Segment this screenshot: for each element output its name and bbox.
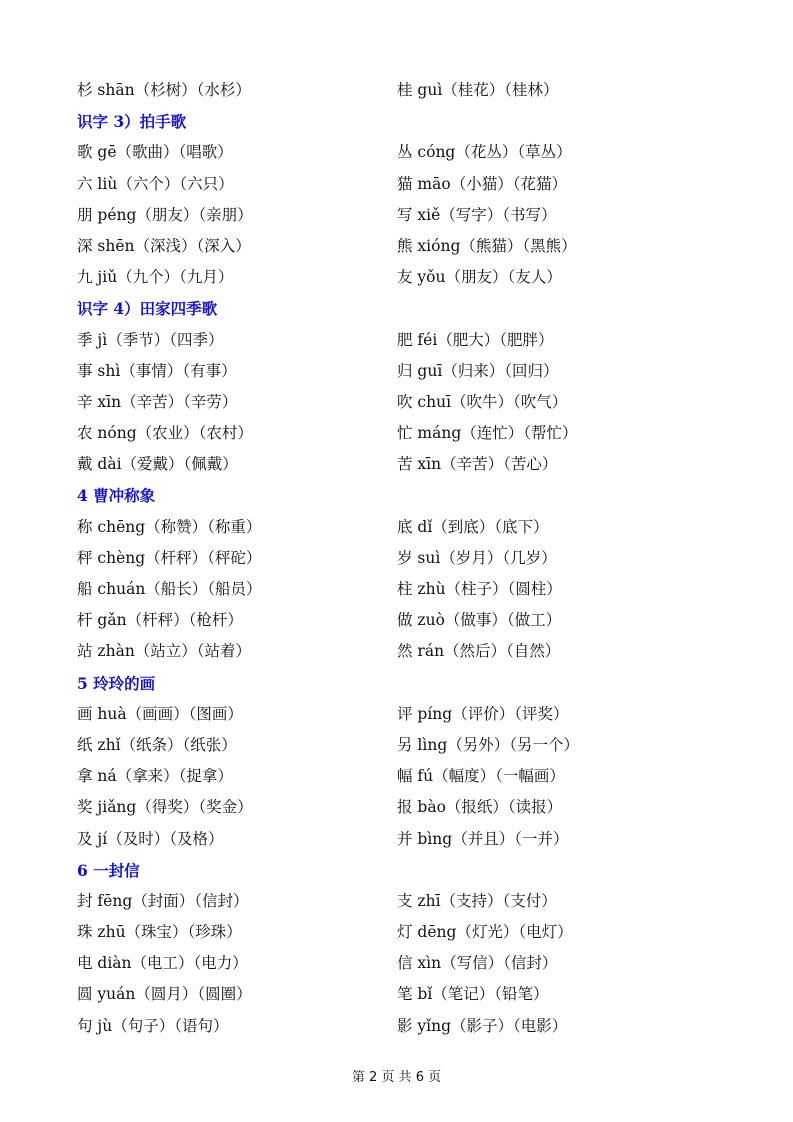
vocab-row (77, 699, 637, 730)
vocab-entry-left: 深 shēn（深浅）（深入） (77, 236, 251, 255)
vocab-entry-right: 然 rán（然后）（自然） (397, 642, 561, 661)
vocab-row (77, 917, 637, 948)
vocab-entry-left: 季 jì（季节）（四季） (77, 330, 224, 349)
vocab-entry-right: 肥 féi（肥大）（肥胖） (397, 330, 554, 349)
vocab-entry-right: 幅 fú（幅度）（一幅画） (397, 767, 565, 786)
vocab-entry-right: 信 xìn（写信）（信封） (397, 954, 558, 973)
vocab-entry-left: 杆 gǎn（杆秤）（枪杆） (77, 611, 243, 630)
vocab-entry-right: 笔 bǐ（笔记）（铅笔） (397, 985, 549, 1004)
vocab-row (77, 231, 637, 262)
vocab-entry-left: 站 zhàn（站立）（站着） (77, 642, 252, 661)
vocab-entry-left: 辛 xīn（辛苦）（辛劳） (77, 392, 238, 411)
document-body (77, 75, 637, 1042)
vocab-row (77, 356, 637, 387)
vocab-entry-left: 封 fēng（封面）（信封） (77, 891, 249, 910)
vocab-row (77, 886, 637, 917)
vocab-entry-right: 评 píng（评价）（评奖） (397, 704, 569, 723)
vocab-entry-right: 丛 cóng（花丛）（草丛） (397, 143, 572, 162)
vocab-row (77, 262, 637, 293)
vocab-entry-left: 拿 ná（拿来）（捉拿） (77, 767, 233, 786)
vocab-entry-right: 归 guī（归来）（回归） (397, 361, 559, 380)
vocab-entry-left: 朋 péng（朋友）（亲朋） (77, 205, 253, 224)
vocab-entry-left: 圆 yuán（圆月）（圆圈） (77, 985, 252, 1004)
vocab-entry-right: 影 yǐng（影子）（电影） (397, 1016, 568, 1035)
vocab-row (77, 418, 637, 449)
vocab-row (77, 792, 637, 823)
section-heading: 识字 3）拍手歌 (77, 112, 187, 132)
vocab-entry-left: 电 diàn（电工）（电力） (77, 954, 248, 973)
section-heading: 4 曹冲称象 (77, 486, 156, 506)
section-heading: 5 玲玲的画 (77, 673, 156, 693)
vocab-entry-left: 珠 zhū（珠宝）（珍珠） (77, 923, 242, 942)
vocab-entry-left: 及 jí（及时）（及格） (77, 829, 224, 848)
vocab-entry-right: 柱 zhù（柱子）（圆柱） (397, 580, 562, 598)
vocab-entry-left: 秤 chèng（杆秤）（秤砣） (77, 548, 262, 567)
vocab-entry-right: 并 bìng（并且）（一并） (397, 829, 569, 848)
vocab-entry-right: 熊 xióng（熊猫）（黑熊） (397, 236, 577, 255)
vocab-row (77, 512, 637, 543)
vocab-row (77, 1011, 637, 1042)
vocab-entry-left: 纸 zhǐ（纸条）（纸张） (77, 735, 237, 754)
vocab-row (77, 137, 637, 168)
vocab-row (77, 325, 637, 356)
vocab-entry-left: 九 jiǔ（九个）（九月） (77, 268, 234, 287)
vocab-entry-left: 戴 dài（爱戴）（佩戴） (77, 455, 238, 474)
vocab-entry-left: 称 chēng（称赞）（称重） (77, 517, 262, 536)
vocab-row (77, 169, 637, 200)
vocab-entry-right: 吹 chuī（吹牛）（吹气） (397, 392, 568, 411)
vocab-entry-left: 农 nóng（农业）（农村） (77, 424, 253, 443)
vocab-entry-right: 底 dǐ（到底）（底下） (397, 517, 549, 536)
vocab-entry-left: 画 huà（画画）（图画） (77, 704, 243, 723)
section-heading: 识字 4）田家四季歌 (77, 299, 218, 319)
vocab-entry-left: 船 chuán（船长）（船员） (77, 580, 262, 598)
vocab-entry-right: 岁 suì（岁月）（几岁） (397, 548, 557, 567)
vocab-entry-left: 杉 shān（杉树）（水杉） (77, 81, 251, 99)
vocab-row (77, 75, 637, 106)
vocab-entry-right: 猫 māo（小猫）（花猫） (397, 174, 567, 193)
vocab-row (77, 948, 637, 979)
vocab-entry-right: 支 zhī（支持）（支付） (397, 891, 557, 910)
vocab-row (77, 574, 637, 605)
vocab-row (77, 200, 637, 231)
vocab-entry-right: 忙 máng（连忙）（帮忙） (397, 424, 578, 443)
vocab-entry-left: 奖 jiǎng（得奖）（奖金） (77, 798, 253, 817)
vocab-row (77, 730, 637, 761)
vocab-entry-right: 报 bào（报纸）（读报） (397, 798, 563, 817)
vocab-entry-right: 桂 guì（桂花）（桂林） (397, 81, 559, 99)
vocab-entry-left: 六 liù（六个）（六只） (77, 174, 234, 193)
vocab-row (77, 449, 637, 480)
vocab-entry-right: 另 lìng（另外）（另一个） (397, 735, 579, 754)
vocab-entry-left: 事 shì（事情）（有事） (77, 361, 237, 380)
vocab-row (77, 605, 637, 636)
vocab-row (77, 636, 637, 667)
vocab-entry-right: 做 zuò（做事）（做工） (397, 611, 562, 630)
vocab-entry-left: 歌 gē（歌曲）（唱歌） (77, 143, 233, 162)
vocab-entry-right: 灯 dēng（灯光）（电灯） (397, 923, 573, 942)
vocab-row (77, 979, 637, 1010)
vocab-row (77, 387, 637, 418)
vocab-entry-right: 友 yǒu（朋友）（友人） (397, 268, 562, 287)
vocab-entry-right: 写 xiě（写字）（书写） (397, 205, 557, 224)
vocab-row (77, 761, 637, 792)
page-footer: 第 2 页 共 6 页 (351, 1070, 442, 1085)
vocab-row (77, 543, 637, 574)
vocab-row (77, 824, 637, 855)
vocab-entry-left: 句 jù（句子）（语句） (77, 1016, 229, 1035)
vocab-entry-right: 苦 xīn（辛苦）（苦心） (397, 455, 558, 474)
section-heading: 6 一封信 (77, 860, 140, 880)
